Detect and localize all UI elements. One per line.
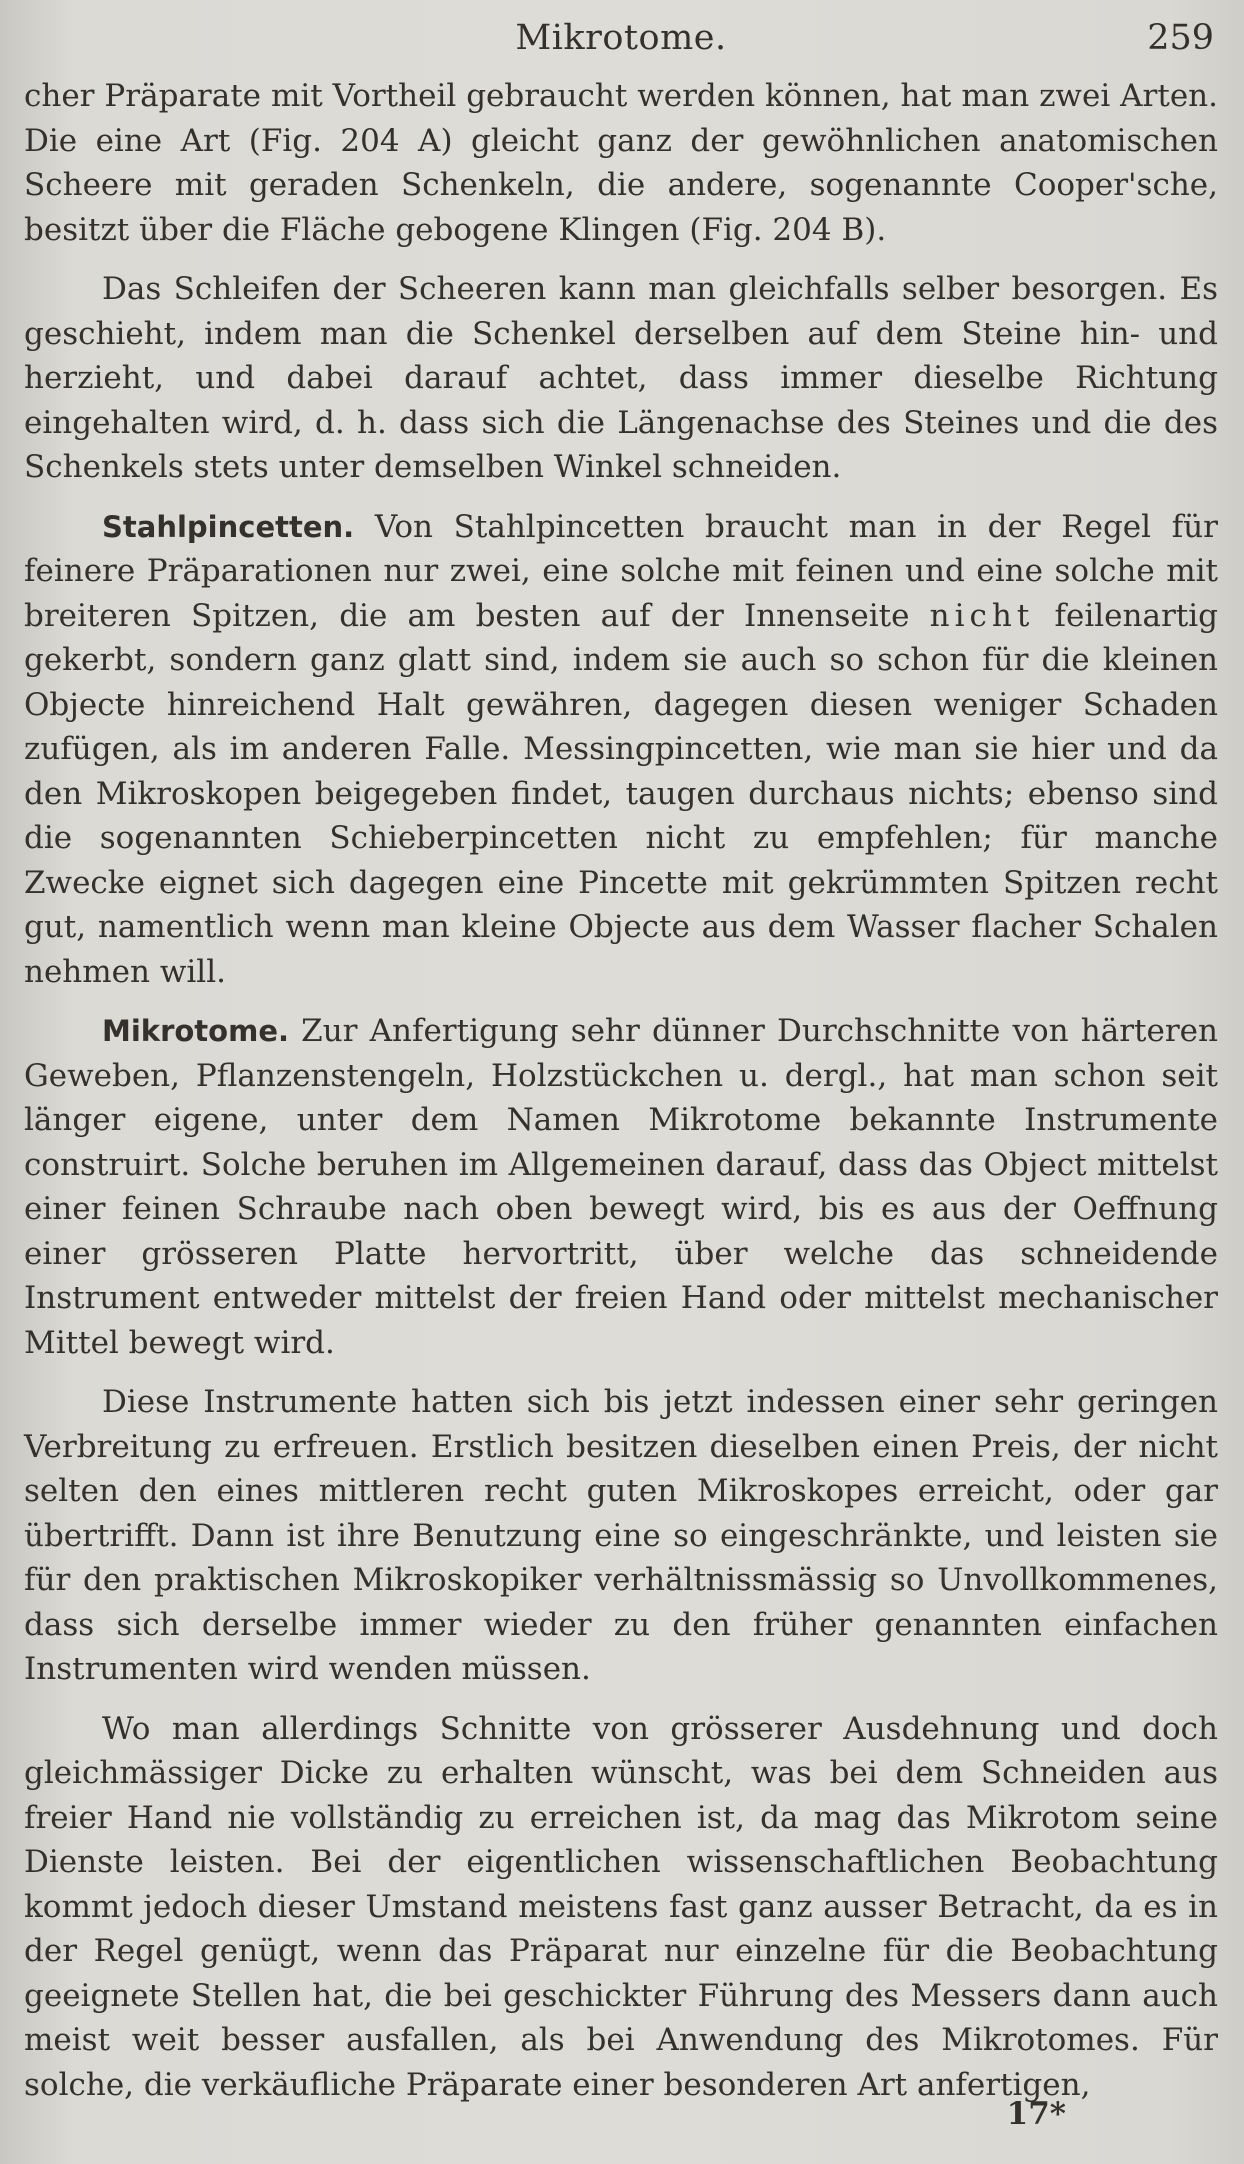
paragraph-mikrotom-usage [24, 1707, 1218, 2108]
paragraph-stahlpincetten [24, 505, 1218, 995]
paragraph-text: Von Stahlpincetten braucht man in der Regel für feinere Präparationen nur zwei, eine solche mit feinen und eine solche mit breiteren Spitzen, die am besten auf der Innenseite [24, 508, 1218, 634]
paragraph-continued [24, 74, 1218, 252]
section-lead-mikrotome: Mikrotome. [102, 1014, 289, 1048]
body-text [24, 74, 1218, 2107]
printer-signature-mark: 17* [1006, 2096, 1066, 2132]
paragraph-text: Diese Instrumente hatten sich bis jetzt indessen einer sehr geringen Verbreitung zu erfreuen. Erstlich besitzen dieselben einen Preis, der nicht selten den eines mittleren recht guten Mikroskopes erreicht, oder gar übertrifft. Dann ist ihre Benutzung eine so eingeschränkte, und leisten sie für den praktischen Mikroskopiker verhältnissmässig so Unvollkommenes, dass sich derselbe immer wieder zu den früher genannten einfachen Instrumenten wird wenden müssen. [24, 1384, 1218, 1687]
paragraph-text: Wo man allerdings Schnitte von grösserer Ausdehnung und doch gleichmässiger Dicke zu erhalten wünscht, was bei dem Schneiden aus freier Hand nie vollständig zu erreichen ist, da mag das Mikrotom seine Dienste leisten. Bei der eigentlichen wissenschaftlichen Beobachtung kommt jedoch dieser Umstand meistens fast ganz ausser Betracht, da es in der Regel genügt, wenn das Präparat nur einzelne für die Beobachtung geeignete Stellen hat, die bei geschickter Führung des Messers dann auch meist weit besser ausfallen, als bei Anwendung des Mikrotomes. Für solche, die verkäufliche Präparate einer besonderen Art anfertigen, [24, 1710, 1218, 2103]
paragraph-mikrotome [24, 1009, 1218, 1365]
running-head [24, 14, 1218, 74]
paragraph-text: Zur Anfertigung sehr dünner Durchschnitte von härteren Geweben, Pflanzenstengeln, Holzstückchen u. dergl., hat man schon seit länger eigene, unter dem Namen Mikrotome bekannte Instrumente construirt. Solche beruhen im Allgemeinen darauf, dass das Object mittelst einer feinen Schraube nach oben bewegt wird, bis es aus der Oeffnung einer grösseren Platte hervortritt, über welche das schneidende Instrument entweder mittelst der freien Hand oder mittelst mechanischer Mittel bewegt wird. [24, 1013, 1218, 1361]
paragraph-text: cher Präparate mit Vortheil gebraucht werden können, hat man zwei Arten. Die eine Art (Fig. 204 A) gleicht ganz der gewöhnlichen anatomischen Scheere mit geraden Schenkeln, die andere, sogenannte Cooper'sche, besitzt über die Fläche gebogene Klingen (Fig. 204 B). [24, 78, 1218, 248]
paragraph-scissors-sharpening [24, 267, 1218, 490]
paragraph-instrument-drawbacks [24, 1380, 1218, 1692]
paragraph-text: Das Schleifen der Scheeren kann man gleichfalls selber besorgen. Es geschieht, indem man die Schenkel derselben auf dem Steine hin- und herzieht, und dabei darauf achtet, dass immer dieselbe Richtung eingehalten wird, d. h. dass sich die Längenachse des Steines und die des Schenkels stets unter demselben Winkel schneiden. [24, 271, 1218, 485]
running-title: Mikrotome. [515, 18, 727, 58]
page-number: 259 [1147, 18, 1214, 58]
paragraph-text: feilenartig gekerbt, sondern ganz glatt sind, indem sie auch so schon für die kleinen Objecte hinreichend Halt gewähren, dagegen diesen weniger Schaden zufügen, als im anderen Falle. Messingpincetten, wie man sie hier und da den Mikroskopen beigegeben findet, taugen durchaus nichts; ebenso sind die sogenannten Schieberpincetten nicht zu empfehlen; für manche Zwecke eignet sich dagegen eine Pincette mit gekrümmten Spitzen recht gut, namentlich wenn man kleine Objecte aus dem Wasser flacher Schalen nehmen will. [24, 597, 1218, 990]
emphasis-text: nicht [929, 597, 1035, 634]
section-lead-stahlpincetten: Stahlpincetten. [102, 509, 355, 544]
